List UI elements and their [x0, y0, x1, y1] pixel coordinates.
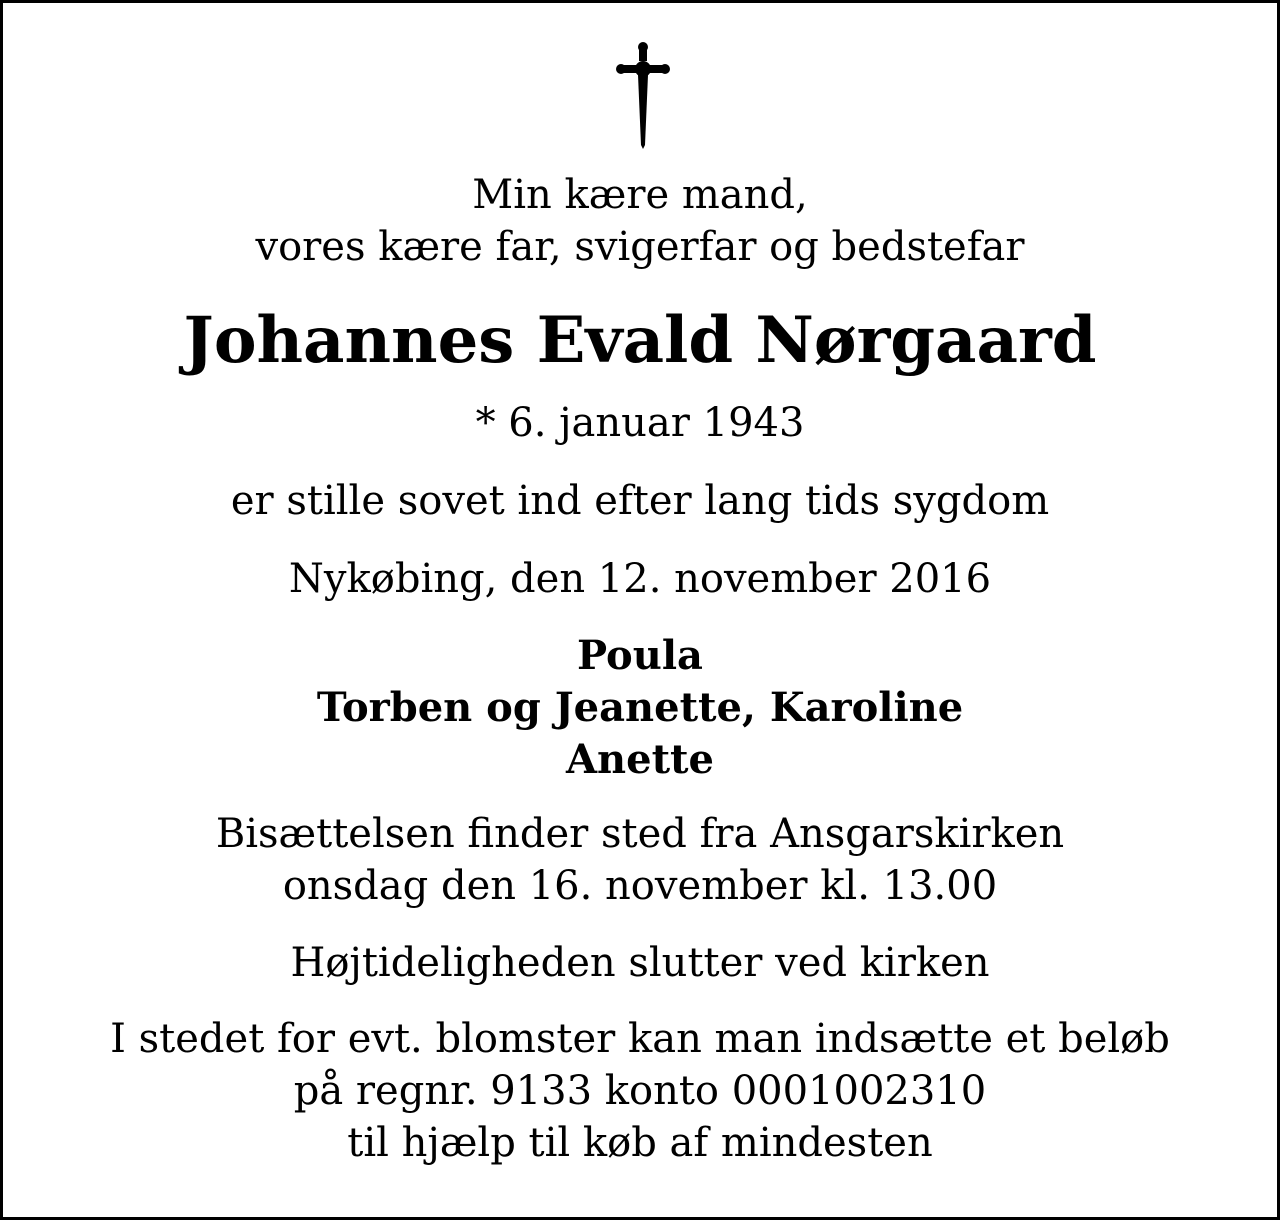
funeral-line: onsdag den 16. november kl. 13.00 — [282, 863, 998, 909]
cross-icon — [613, 41, 673, 149]
donation-line: på regnr. 9133 konto 0001002310 — [293, 1068, 987, 1114]
place-and-date: Nykøbing, den 12. november 2016 — [288, 556, 992, 602]
funeral-line: Bisættelsen finder sted fra Ansgarskirken — [215, 811, 1065, 857]
donation-line: I stedet for evt. blomster kan man indsætte et beløb — [110, 1016, 1170, 1062]
donation-line: til hjælp til køb af mindesten — [347, 1120, 933, 1166]
funeral-info — [3, 808, 1277, 912]
passing-text: er stille sovet ind efter lang tids sygdom — [230, 478, 1050, 524]
ceremony-ending: Højtideligheden slutter ved kirken — [290, 940, 990, 986]
family-member: Torben og Jeanette, Karoline — [316, 684, 964, 731]
intro-text — [3, 169, 1277, 273]
intro-line: vores kære far, svigerfar og bedstefar — [255, 224, 1025, 270]
family-member: Poula — [577, 632, 703, 679]
deceased-name: Johannes Evald Nørgaard — [183, 303, 1097, 378]
intro-line: Min kære mand, — [472, 172, 808, 218]
donation-info — [3, 1013, 1277, 1169]
family-names — [3, 630, 1277, 786]
birth-date: * 6. januar 1943 — [475, 400, 805, 446]
family-member: Anette — [566, 736, 714, 783]
